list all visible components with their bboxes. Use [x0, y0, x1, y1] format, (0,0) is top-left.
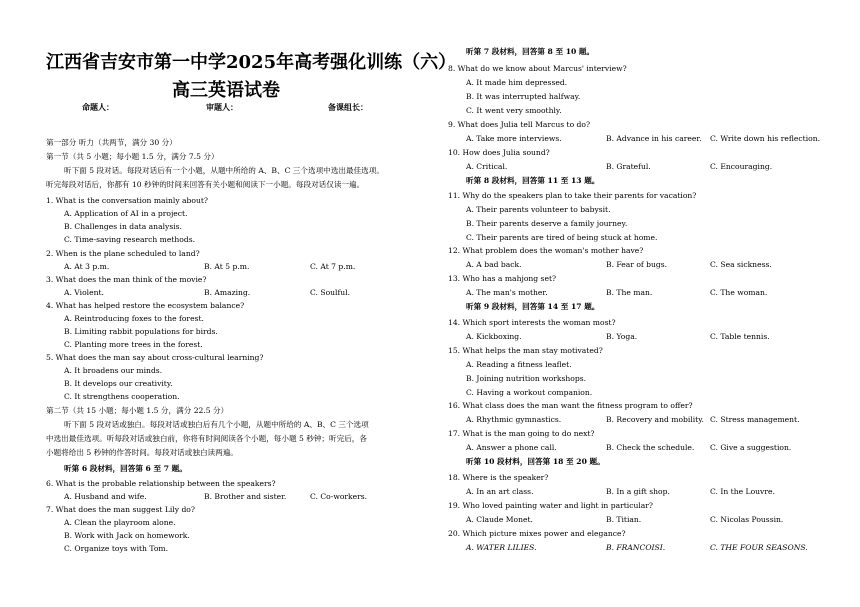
question: 3. What does the man think of the movie?: [46, 275, 207, 284]
option: B. Work with Jack on homework.: [64, 531, 190, 540]
option: B. It develops our creativity.: [64, 379, 173, 388]
option: B. Titian.: [606, 515, 642, 524]
option: C. At 7 p.m.: [310, 262, 356, 271]
option: C. Nicolas Poussin.: [710, 515, 784, 524]
option: A. At 3 p.m.: [64, 262, 110, 271]
section-heading: 第二节（共 15 小题；每小题 1.5 分，满分 22.5 分）: [46, 406, 229, 415]
option: B. Yoga.: [606, 332, 638, 341]
option: B. Grateful.: [606, 162, 651, 171]
option: A. The man's mother.: [466, 288, 548, 297]
option: B. Advance in his career.: [606, 134, 702, 143]
option: C. Write down his reflection.: [710, 134, 821, 143]
question: 17. What is the man going to do next?: [448, 429, 595, 438]
option: A. Reintroducing foxes to the forest.: [64, 314, 204, 323]
option: B. It was interrupted halfway.: [466, 92, 581, 101]
question: 6. What is the probable relationship between the speakers?: [46, 479, 276, 488]
option: A. Rhythmic gymnastics.: [466, 415, 562, 424]
role-setter: 命题人：: [82, 102, 114, 112]
exam-title: 江西省吉安市第一中学2025年高考强化训练（六）: [46, 52, 457, 73]
option: C. Encouraging.: [710, 162, 773, 171]
option: B. At 5 p.m.: [204, 262, 250, 271]
question: 2. When is the plane scheduled to land?: [46, 249, 200, 258]
exam-subtitle: 高三英语试卷: [172, 80, 280, 101]
option: A. A bad back.: [466, 260, 522, 269]
option: B. Limiting rabbit populations for birds.: [64, 327, 218, 336]
option: A. It made him depressed.: [466, 78, 568, 87]
material-heading: 听第 7 段材料，回答第 8 至 10 题。: [466, 47, 595, 56]
question: 1. What is the conversation mainly about?: [46, 196, 209, 205]
instructions: 听下面 5 段对话。每段对话后有一个小题，从题中所给的 A、B、C 三个选项中选出最佳选项。: [64, 166, 384, 175]
option: C. Sea sickness.: [710, 260, 772, 269]
option: C. In the Louvre.: [710, 487, 775, 496]
option: B. In a gift shop.: [606, 487, 670, 496]
option: B. Brother and sister.: [204, 492, 287, 501]
option: B. Fear of bugs.: [606, 260, 668, 269]
material-heading: 听第 6 段材料，回答第 6 至 7 题。: [64, 464, 187, 473]
option: B. FRANCOISI.: [606, 543, 666, 552]
option: A. In an art class.: [466, 487, 534, 496]
option: C. Give a suggestion.: [710, 443, 792, 452]
option: A. Claude Monet.: [466, 515, 533, 524]
role-group-leader: 备课组长：: [328, 102, 368, 112]
question: 19. Who loved painting water and light in particular?: [448, 501, 654, 510]
role-reviewer: 审题人：: [206, 102, 238, 112]
option: B. Challenges in data analysis.: [64, 222, 182, 231]
option: A. Husband and wife.: [64, 492, 147, 501]
option: A. Take more interviews.: [466, 134, 562, 143]
material-heading: 听第 10 段材料，回答第 18 至 20 题。: [466, 457, 605, 466]
question: 11. Why do the speakers plan to take their parents for vacation?: [448, 191, 697, 200]
question: 15. What helps the man stay motivated?: [448, 346, 603, 355]
option: C. Planting more trees in the forest.: [64, 340, 203, 349]
option: A. WATER LILIES.: [466, 543, 537, 552]
option: B. The man.: [606, 288, 653, 297]
option: C. Organize toys with Tom.: [64, 544, 169, 553]
question: 12. What problem does the woman's mother have?: [448, 246, 644, 255]
instructions: 听下面 5 段对话或独白。每段对话或独白后有几个小题，从题中所给的 A、B、C 三个选项: [64, 420, 369, 429]
option: C. Stress management.: [710, 415, 800, 424]
option: C. Having a workout companion.: [466, 388, 593, 397]
instructions: 小题将给出 5 秒钟的作答时间。每段对话或独白读两遍。: [46, 448, 238, 457]
option: C. The woman.: [710, 288, 768, 297]
option: B. Joining nutrition workshops.: [466, 374, 587, 383]
option: C. It strengthens cooperation.: [64, 392, 180, 401]
option: C. Table tennis.: [710, 332, 770, 341]
question: 14. Which sport interests the woman most?: [448, 318, 616, 327]
option: C. Their parents are tired of being stuck at home.: [466, 233, 658, 242]
option: A. It broadens our minds.: [64, 366, 163, 375]
question: 10. How does Julia sound?: [448, 148, 550, 157]
question: 8. What do we know about Marcus' interview?: [448, 64, 627, 73]
instructions: 中选出最佳选项。听每段对话或独白前，你将有时间阅读各个小题，每小题 5 秒钟；听完后，各: [46, 434, 367, 443]
option: A. Their parents volunteer to babysit.: [466, 205, 611, 214]
question: 7. What does the man suggest Lily do?: [46, 505, 195, 514]
question: 5. What does the man say about cross-cultural learning?: [46, 353, 264, 362]
option: C. Soulful.: [310, 288, 351, 297]
option: B. Their parents deserve a family journey.: [466, 219, 628, 228]
question: 20. Which picture mixes power and elegance?: [448, 529, 626, 538]
option: B. Amazing.: [204, 288, 251, 297]
question: 4. What has helped restore the ecosystem balance?: [46, 301, 245, 310]
question: 16. What class does the man want the fitness program to offer?: [448, 401, 693, 410]
option: A. Reading a fitness leaflet.: [466, 360, 572, 369]
question: 9. What does Julia tell Marcus to do?: [448, 120, 591, 129]
option: A. Answer a phone call.: [466, 443, 557, 452]
option: B. Check the schedule.: [606, 443, 695, 452]
option: C. It went very smoothly.: [466, 106, 562, 115]
section-heading: 第一节（共 5 小题；每小题 1.5 分，满分 7.5 分）: [46, 152, 219, 161]
question: 18. Where is the speaker?: [448, 473, 549, 482]
option: C. Time-saving research methods.: [64, 235, 196, 244]
option: B. Recovery and mobility.: [606, 415, 704, 424]
material-heading: 听第 8 段材料，回答第 11 至 13 题。: [466, 176, 600, 185]
option: C. Co-workers.: [310, 492, 368, 501]
material-heading: 听第 9 段材料，回答第 14 至 17 题。: [466, 302, 600, 311]
option: A. Critical.: [466, 162, 508, 171]
option: A. Kickboxing.: [466, 332, 522, 341]
option: C. THE FOUR SEASONS.: [710, 543, 808, 552]
option: A. Violent.: [64, 288, 104, 297]
part-heading: 第一部分 听力（共两节，满分 30 分）: [46, 138, 177, 147]
instructions: 听完每段对话后，你都有 10 秒钟的时间来回答有关小题和阅读下一小题。每段对话仅读一遍。: [46, 180, 365, 189]
question: 13. Who has a mahjong set?: [448, 274, 557, 283]
option: A. Application of AI in a project.: [64, 209, 188, 218]
option: A. Clean the playroom alone.: [64, 518, 176, 527]
